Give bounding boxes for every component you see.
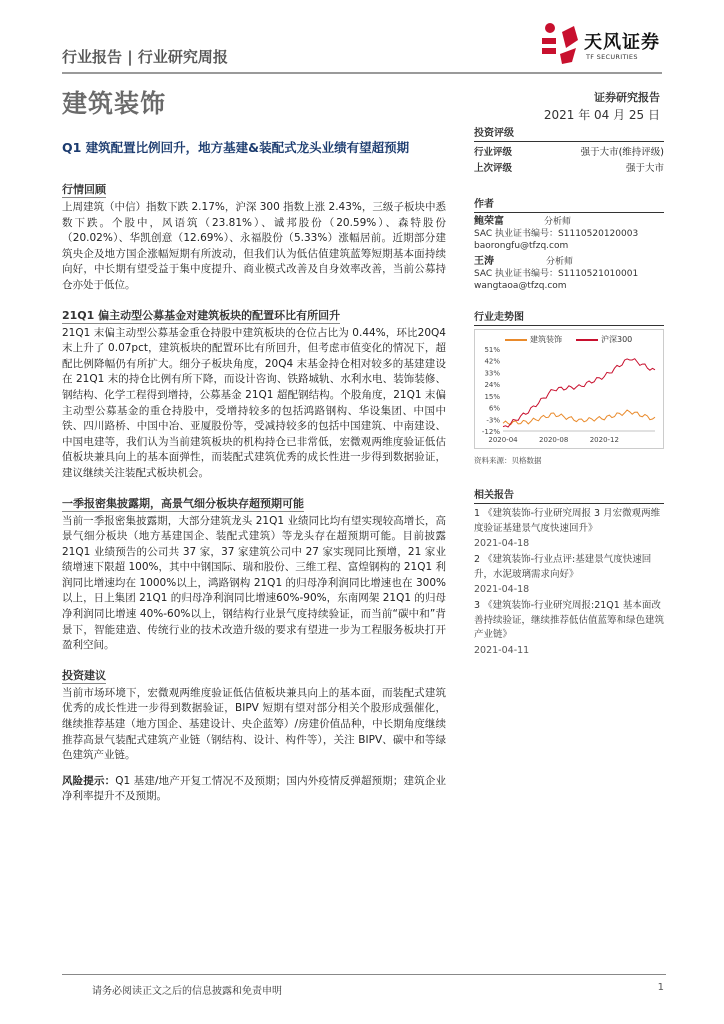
sidebar — [474, 122, 664, 660]
industry-title: 建筑装饰 — [62, 89, 167, 118]
y-tick-label: 24% — [484, 381, 500, 390]
y-tick-label: 33% — [484, 369, 500, 378]
x-tick-label: 2020-04 — [488, 436, 518, 444]
related-list — [474, 507, 664, 656]
authors-title: 作者 — [474, 193, 664, 213]
author-name: 鲍荣富 — [474, 216, 504, 227]
logo-subtitle: TF SECURITIES — [586, 53, 638, 61]
section-body: 当前市场环境下，宏微观两维度验证低估值板块兼具向上的基本面，而装配式建筑优秀的成长性进一步得到数据验证，BIPV 短期有望对部分相关个股形成强催化，继续推荐基建（地方国企、基建设计、央企蓝筹）/房建价值品种，中长期角度继续推荐高景气装配式建筑产业链（钢结构、设计、构件等），关注 BIPV、碳中和等绿色建筑产业链。 — [62, 686, 446, 762]
legend-item — [505, 334, 562, 345]
section-q1-reports — [62, 492, 446, 654]
related-date: 2021-04-18 — [474, 538, 530, 549]
related-date: 2021-04-18 — [474, 584, 530, 595]
trend-title: 行业走势图 — [474, 306, 664, 326]
author-role: 分析师 — [546, 257, 574, 267]
rating-label: 行业评级 — [474, 147, 513, 158]
risk-warning — [62, 774, 446, 805]
related-report[interactable]: 1 《建筑装饰-行业研究周报 3 月宏微观两维度验证基建景气度快速回升》 — [474, 508, 661, 534]
report-subtitle: Q1 建筑配置比例回升，地方基建&装配式龙头业绩有望超预期 — [62, 140, 410, 155]
section-investment-advice — [62, 664, 446, 764]
y-tick-label: 15% — [484, 392, 500, 401]
section-body: 21Q1 末偏主动型公募基金重仓持股中建筑板块的仓位占比为 0.44%，环比20Q4 末上升了 0.07pct，建筑板块的配置环比有所回升，但考虑市值变化的情况下，超配比例降幅仍有所扩大。细分子板块角度，20Q4 末基金持仓相对较多的基建建设在 21Q1 末的持仓比例有所下降，而设计咨询、铁路城轨、水利水电、装饰装修、钢结构、化学工程得到增持，公募基金 21Q1 超配钢结构。个股角度，21Q1 末偏主动型公募基金的重仓持股中，受增持较多的包括鸿路钢构、华设集团、中国中铁、四川路桥、中国中冶、亚厦股份等，受减持较多的包括中国建筑、中南建设、中国电建等，我们认为当前建筑板块的机构持仓已非常低，宏微观两维度验证低估值板块兼具向上的基本面弹性，而装配式建筑优秀的成长性进一步得到数据验证，建议继续关注装配式板块机会。 — [62, 326, 446, 479]
risk-body: Q1 基建/地产开复工情况不及预期；国内外疫情反弹超预期；建筑企业净利率提升不及预期。 — [62, 774, 447, 803]
related-date: 2021-04-11 — [474, 644, 530, 656]
related-report[interactable]: 2 《建筑装饰-行业点评:基建景气度快速回升，水泥玻璃需求向好》 — [474, 554, 652, 580]
legend-swatch — [505, 339, 527, 341]
y-tick-label: 6% — [488, 404, 500, 413]
page-number: 1 — [657, 982, 664, 993]
header-divider — [62, 72, 662, 74]
related-title: 相关报告 — [474, 484, 664, 504]
legend-swatch — [576, 339, 598, 341]
y-tick-label: -3% — [486, 416, 500, 425]
logo-name: 天风证券 — [584, 32, 660, 53]
legend-label: 沪深300 — [601, 335, 633, 344]
risk-label: 风险提示： — [62, 774, 116, 787]
author-email[interactable]: wangtaoa@tfzq.com — [474, 281, 567, 291]
author-role: 分析师 — [544, 217, 572, 227]
main-content — [62, 178, 446, 815]
x-tick-label: 2020-12 — [589, 436, 619, 444]
rating-row — [474, 161, 664, 177]
trend-chart-box — [474, 329, 664, 449]
footer-disclaimer: 请务必阅读正文之后的信息披露和免责申明 — [92, 986, 282, 997]
section-body: 当前一季报密集披露期，大部分建筑龙头 21Q1 业绩同比均有望实现较高增长，高景气细分板块（地方基建国企、装配式建筑）等龙头存在超预期可能。目前披露 21Q1 业绩预告的公司共 37 家，37 家建筑公司中 27 家实现同比预增，21 家业绩增速下限超 100%，其中中钢国际、瑞和股份、三维工程、富煌钢构的 21Q1 利润同比增速均在 1000%以上，鸿路钢构 21Q1 的归母净利润同比增速也在 300%以上，日上集团 21Q1 的归母净利润同比增速60%-90%，东南网架 21Q1 的归母净利润同比增速 40%-60%以上，钢结构行业景气度持续验证，而当前“碳中和”背景下，智能建造、传统行业的技术改造升级的要求有望进一步为工程服务板块打开盈利空间。 — [62, 514, 446, 652]
report-type: 证券研究报告 — [594, 91, 660, 104]
section-title: 投资建议 — [62, 668, 106, 682]
report-date: 2021 年 04 月 25 日 — [543, 108, 660, 122]
series-line-1 — [503, 359, 655, 427]
section-title: 一季报密集披露期，高景气细分板块存超预期可能 — [62, 496, 304, 510]
rating-value: 强于大市 — [625, 163, 664, 174]
legend-label: 建筑装饰 — [530, 335, 562, 344]
y-tick-label: 42% — [484, 357, 500, 366]
related-report[interactable]: 3 《建筑装饰-行业研究周报:21Q1 基本面改善持续验证，继续推荐低估值蓝筹和绿色建筑产业链》 — [474, 600, 665, 640]
author-entry — [474, 256, 664, 292]
author-email[interactable]: baorongfu@tfzq.com — [474, 241, 569, 251]
chart-source: 资料来源：贝格数据 — [474, 456, 542, 465]
x-tick-label: 2020-08 — [539, 436, 569, 444]
rating-label: 上次评级 — [474, 163, 513, 174]
y-tick-label: 51% — [484, 346, 500, 354]
author-sac: SAC 执业证书编号：S1110521010001 — [474, 269, 639, 279]
footer-divider — [62, 974, 666, 975]
section-market-review — [62, 178, 446, 294]
legend-item — [576, 334, 632, 345]
author-entry — [474, 216, 664, 252]
rating-value: 强于大市(维持评级) — [580, 147, 664, 158]
author-name: 王涛 — [474, 256, 494, 267]
logo-mark-icon — [536, 18, 582, 68]
section-title: 21Q1 偏主动型公募基金对建筑板块的配置环比有所回升 — [62, 308, 341, 322]
section-fund-allocation — [62, 304, 446, 482]
series-line-0 — [503, 410, 655, 425]
rating-title: 投资评级 — [474, 122, 664, 142]
report-category: 行业报告 | 行业研究周报 — [62, 48, 228, 66]
author-sac: SAC 执业证书编号：S1110520120003 — [474, 229, 639, 239]
section-body: 上周建筑（中信）指数下跌 2.17%，沪深 300 指数上涨 2.43%，三级子板块中悉数下跌。个股中，风语筑（23.81%）、诚邦股份（20.59%）、森特股份（20.02%）、华凯创意（12.69%）、永福股份（5.33%）涨幅居前。近期部分建筑央企及地方国企涨幅短期有所波动，但我们认为低估值建筑蓝筹短期基本面持续向好，中长期有望受益于集中度提升、商业模式改善及自身效率改善，当前公募持仓亦处于低位。 — [62, 201, 446, 291]
section-title: 行情回顾 — [62, 183, 106, 196]
rating-row — [474, 145, 664, 161]
y-tick-label: -12% — [481, 428, 500, 436]
chart-legend — [477, 334, 661, 345]
trend-chart — [477, 345, 661, 445]
